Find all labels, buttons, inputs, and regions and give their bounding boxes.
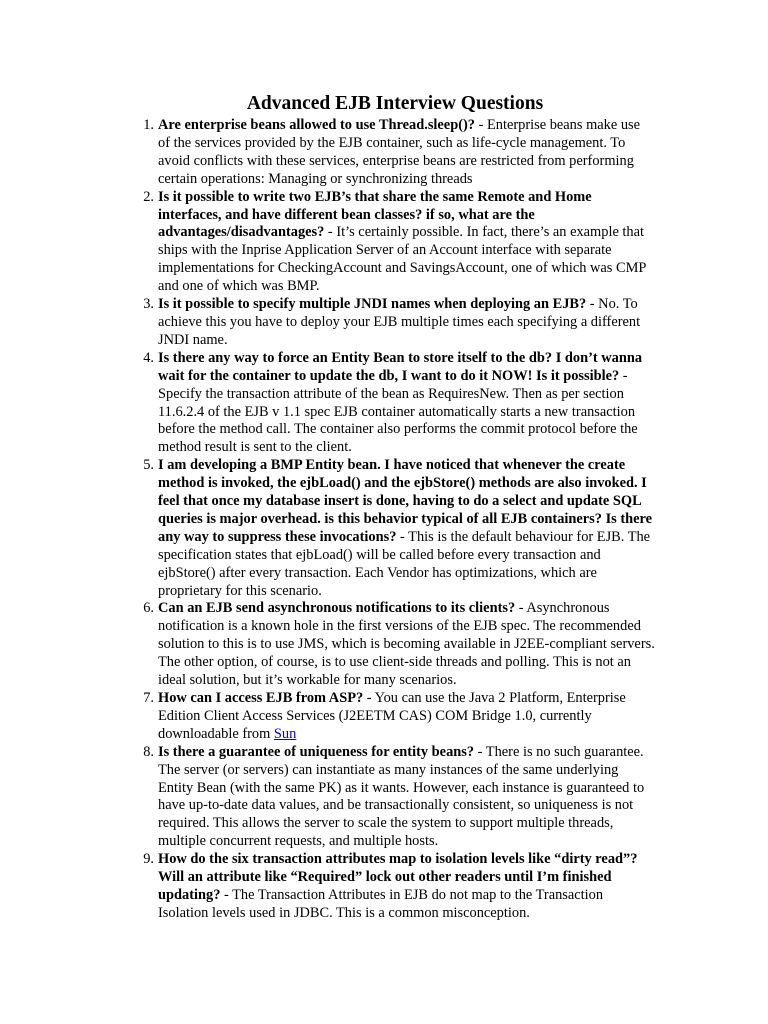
question-text: How can I access EJB from ASP? [158,690,364,706]
answer-text: - Specify the transaction attribute of the bean as RequiresNew. Then as per section 11.6.2.4 of the EJB v 1.1 spec EJB container automatically starts a new transaction before the method call. The container also performs the commit protocol before the method result is sent to the client. [158,367,638,456]
list-item [143,296,655,350]
answer-text: - Enterprise beans make use of the services provided by the EJB container, such as life-cycle management. To avoid conflicts with these services, enterprise beans are restricted from performing certain operations: Managing or synchronizing threads [158,117,641,187]
item-number: 4. [143,349,154,366]
question-text: Is it possible to write two EJB’s that share the same Remote and Home interfaces, and have different bean classes? if so, what are the advantages/disadvantages? [158,188,592,241]
list-item [143,851,655,923]
list-item [143,117,655,189]
item-number: 1. [143,117,154,133]
item-number: 8. [143,743,154,760]
question-text: How do the six transaction attributes map to isolation levels like “dirty read”? Will an attribute like “Required” lock out other readers until I’m finished updating? [158,851,638,903]
answer-text: - You can use the Java 2 Platform, Enterprise Edition Client Access Services (J2EETM CAS) COM Bridge 1.0, currently downloadable from [158,690,626,742]
question-text: Is there a guarantee of uniqueness for entity beans? [158,743,475,760]
list-item [143,600,655,690]
question-text: Are enterprise beans allowed to use Thread.sleep()? [158,117,475,133]
item-number: 7. [143,690,154,706]
page-title: Advanced EJB Interview Questions [246,93,544,114]
answer-text: - It’s certainly possible. In fact, there’s an example that ships with the Inprise Application Server of an Account interface with separate implementations for CheckingAccount and SavingsAccount, one of which was CMP and one of which was BMP. [158,224,646,295]
answer-text: - There is no such guarantee. The server (or servers) can instantiate as many instances of the same underlying Entity Bean (with the same PK) as it wants. However, each instance is guaranteed to have up-to-date data values, and be transactionally consistent, so uniqueness is not required. This allows the server to scale the system to support multiple threads, multiple concurrent requests, and multiple hosts. [158,743,645,850]
list-item [143,743,655,851]
answer-text: - Asynchronous notification is a known hole in the first versions of the EJB spec. The recommended solution to this is to use JMS, which is becoming available in J2EE-compliant servers. The other option, of course, is to use client-side threads and polling. This is not an ideal solution, but it’s workable for many scenarios. [158,600,655,689]
item-number: 2. [143,188,154,205]
question-list [0,117,655,923]
sun-link[interactable]: Sun [273,725,297,742]
item-number: 5. [143,457,154,474]
question-text: Can an EJB send asynchronous notifications to its clients? [158,600,516,617]
answer-text: - The Transaction Attributes in EJB do not map to the Transaction Isolation levels used in JDBC. This is a common misconception. [158,886,604,921]
item-number: 9. [143,851,154,868]
item-number: 6. [143,600,154,617]
list-item [143,457,655,600]
answer-text: - This is the default behaviour for EJB. The specification states that ejbLoad() will be called before every transaction and ejbStore() after every transaction. Each Vendor has optimizations, which are proprietary for this scenario. [158,528,651,599]
question-text: Is there any way to force an Entity Bean to store itself to the db? I don’t wanna wait for the container to update the db, I want to do it NOW! Is it possible? [158,349,643,384]
list-item [143,690,655,744]
question-text: I am developing a BMP Entity bean. I have noticed that whenever the create method is invoked, the ejbLoad() and the ejbStore() methods are also invoked. I feel that once my database insert is done, having to do a select and update SQL queries is major overhead. is this behavior typical of all EJB containers? Is there any way to suppress these invocations? [158,457,653,545]
item-number: 3. [143,296,154,313]
list-item [143,349,655,457]
list-item [143,188,655,296]
answer-text: - No. To achieve this you have to deploy your EJB multiple times each specifying a different JNDI name. [158,296,641,348]
question-text: Is it possible to specify multiple JNDI names when deploying an EJB? [158,296,587,313]
